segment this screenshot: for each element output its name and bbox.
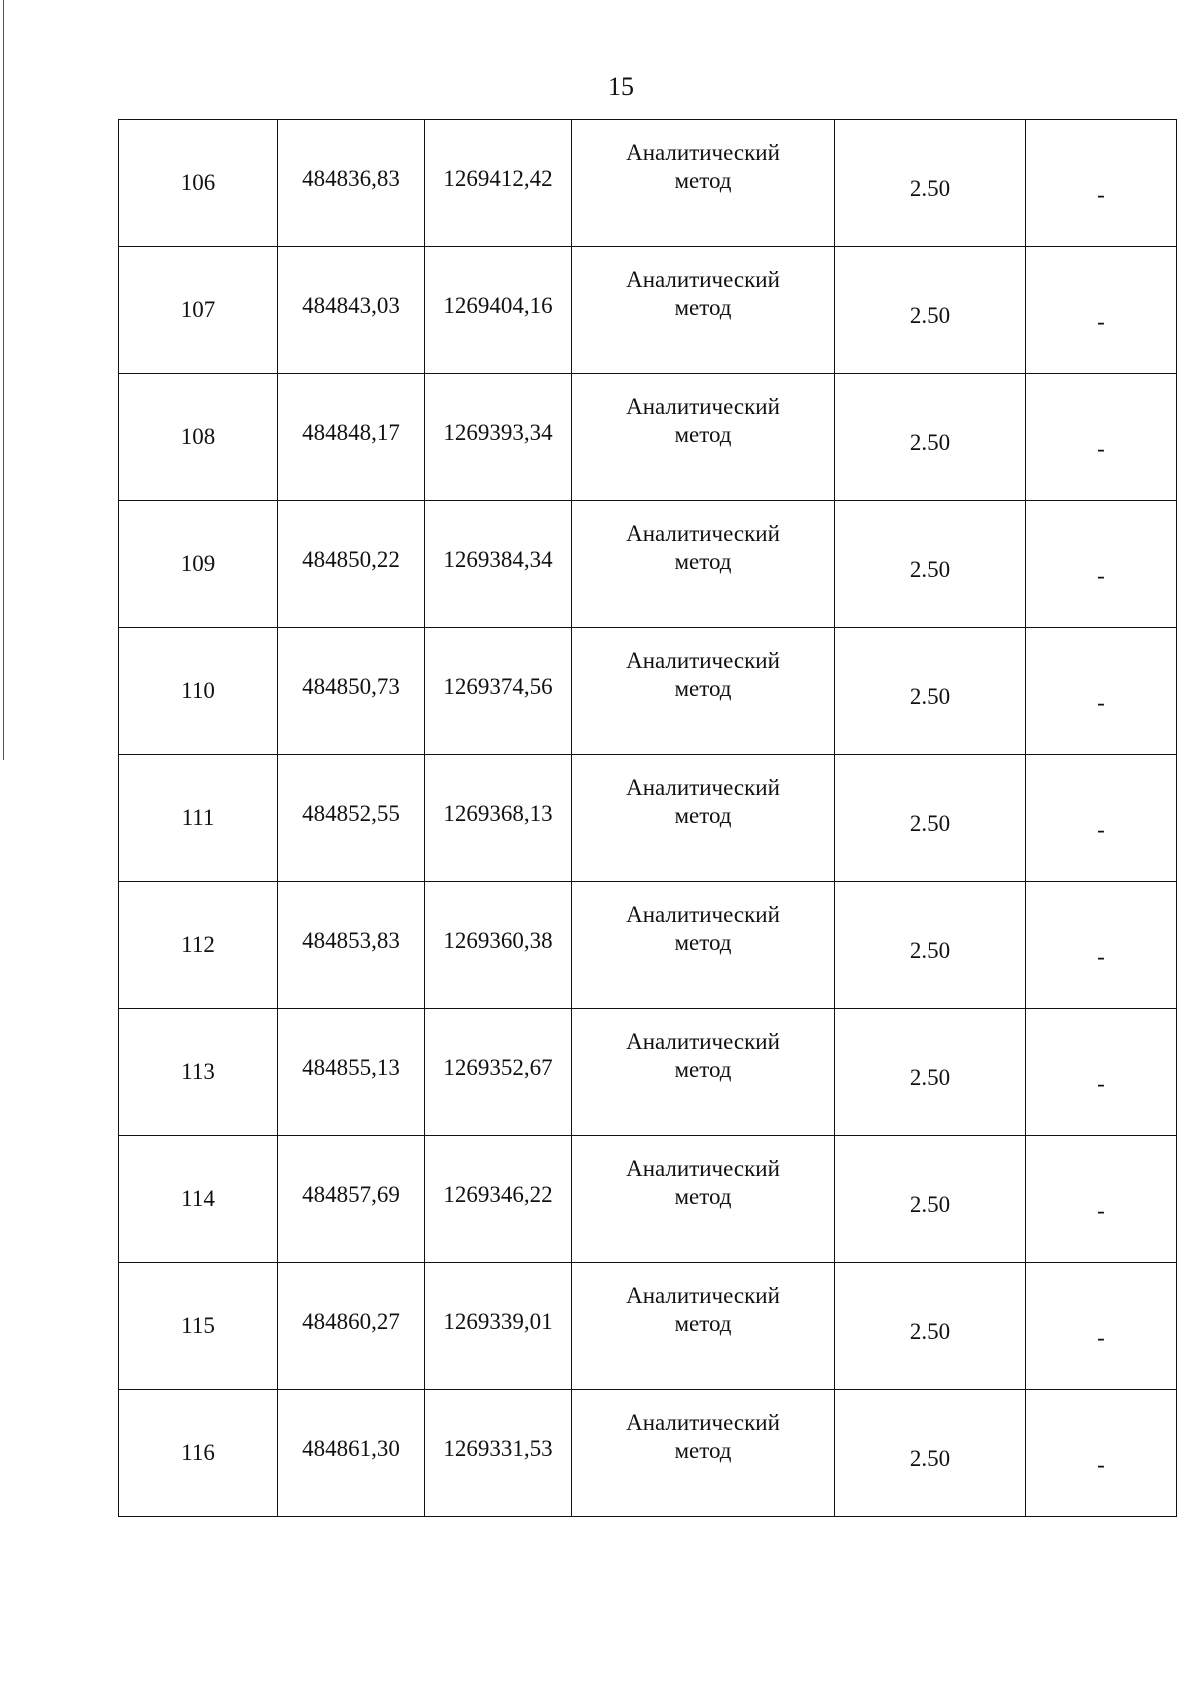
method-cell bbox=[572, 755, 835, 882]
point-number: 107 bbox=[119, 247, 278, 374]
note-cell: - bbox=[1026, 628, 1177, 755]
y-coordinate: 1269352,67 bbox=[425, 1009, 572, 1136]
note-cell: - bbox=[1026, 1390, 1177, 1517]
point-number: 108 bbox=[119, 374, 278, 501]
point-number: 114 bbox=[119, 1136, 278, 1263]
coordinates-table bbox=[118, 119, 1177, 1517]
accuracy-value: 2.50 bbox=[835, 1390, 1026, 1517]
x-coordinate: 484850,73 bbox=[278, 628, 425, 755]
method-line-2: метод bbox=[674, 295, 732, 320]
table-row bbox=[119, 1009, 1177, 1136]
method-cell bbox=[572, 501, 835, 628]
point-number: 113 bbox=[119, 1009, 278, 1136]
note-cell: - bbox=[1026, 1136, 1177, 1263]
accuracy-value: 2.50 bbox=[835, 1009, 1026, 1136]
x-coordinate: 484861,30 bbox=[278, 1390, 425, 1517]
x-coordinate: 484857,69 bbox=[278, 1136, 425, 1263]
method-line-1: Аналитический bbox=[626, 1283, 780, 1308]
method-line-1: Аналитический bbox=[626, 1029, 780, 1054]
method-line-2: метод bbox=[674, 549, 732, 574]
x-coordinate: 484850,22 bbox=[278, 501, 425, 628]
y-coordinate: 1269360,38 bbox=[425, 882, 572, 1009]
x-coordinate: 484855,13 bbox=[278, 1009, 425, 1136]
table-row bbox=[119, 882, 1177, 1009]
x-coordinate: 484860,27 bbox=[278, 1263, 425, 1390]
method-line-1: Аналитический bbox=[626, 267, 780, 292]
table-row bbox=[119, 501, 1177, 628]
method-line-1: Аналитический bbox=[626, 394, 780, 419]
scan-edge-line bbox=[3, 0, 4, 760]
y-coordinate: 1269412,42 bbox=[425, 120, 572, 247]
y-coordinate: 1269346,22 bbox=[425, 1136, 572, 1263]
method-line-2: метод bbox=[674, 1438, 732, 1463]
method-line-1: Аналитический bbox=[626, 521, 780, 546]
accuracy-value: 2.50 bbox=[835, 755, 1026, 882]
y-coordinate: 1269374,56 bbox=[425, 628, 572, 755]
method-cell bbox=[572, 120, 835, 247]
table-row bbox=[119, 1390, 1177, 1517]
method-cell bbox=[572, 882, 835, 1009]
note-cell: - bbox=[1026, 882, 1177, 1009]
method-cell bbox=[572, 1390, 835, 1517]
method-line-1: Аналитический bbox=[626, 1410, 780, 1435]
y-coordinate: 1269331,53 bbox=[425, 1390, 572, 1517]
point-number: 106 bbox=[119, 120, 278, 247]
note-cell: - bbox=[1026, 120, 1177, 247]
accuracy-value: 2.50 bbox=[835, 1263, 1026, 1390]
method-cell bbox=[572, 247, 835, 374]
method-line-1: Аналитический bbox=[626, 775, 780, 800]
note-cell: - bbox=[1026, 755, 1177, 882]
table-row bbox=[119, 628, 1177, 755]
point-number: 112 bbox=[119, 882, 278, 1009]
accuracy-value: 2.50 bbox=[835, 501, 1026, 628]
method-cell bbox=[572, 1263, 835, 1390]
note-cell: - bbox=[1026, 247, 1177, 374]
y-coordinate: 1269404,16 bbox=[425, 247, 572, 374]
x-coordinate: 484852,55 bbox=[278, 755, 425, 882]
method-line-1: Аналитический bbox=[626, 140, 780, 165]
method-cell bbox=[572, 374, 835, 501]
point-number: 110 bbox=[119, 628, 278, 755]
method-line-2: метод bbox=[674, 422, 732, 447]
y-coordinate: 1269368,13 bbox=[425, 755, 572, 882]
point-number: 111 bbox=[119, 755, 278, 882]
table-row bbox=[119, 1136, 1177, 1263]
method-line-2: метод bbox=[674, 676, 732, 701]
accuracy-value: 2.50 bbox=[835, 374, 1026, 501]
table-row bbox=[119, 120, 1177, 247]
x-coordinate: 484848,17 bbox=[278, 374, 425, 501]
method-line-2: метод bbox=[674, 168, 732, 193]
accuracy-value: 2.50 bbox=[835, 1136, 1026, 1263]
method-line-2: метод bbox=[674, 1184, 732, 1209]
note-cell: - bbox=[1026, 1263, 1177, 1390]
note-cell: - bbox=[1026, 1009, 1177, 1136]
table-row bbox=[119, 1263, 1177, 1390]
point-number: 116 bbox=[119, 1390, 278, 1517]
method-cell bbox=[572, 1136, 835, 1263]
method-cell bbox=[572, 628, 835, 755]
method-line-1: Аналитический bbox=[626, 902, 780, 927]
accuracy-value: 2.50 bbox=[835, 628, 1026, 755]
method-line-1: Аналитический bbox=[626, 648, 780, 673]
method-line-2: метод bbox=[674, 803, 732, 828]
method-cell bbox=[572, 1009, 835, 1136]
point-number: 109 bbox=[119, 501, 278, 628]
accuracy-value: 2.50 bbox=[835, 882, 1026, 1009]
method-line-1: Аналитический bbox=[626, 1156, 780, 1181]
table-row bbox=[119, 374, 1177, 501]
point-number: 115 bbox=[119, 1263, 278, 1390]
accuracy-value: 2.50 bbox=[835, 247, 1026, 374]
accuracy-value: 2.50 bbox=[835, 120, 1026, 247]
method-line-2: метод bbox=[674, 930, 732, 955]
x-coordinate: 484836,83 bbox=[278, 120, 425, 247]
note-cell: - bbox=[1026, 501, 1177, 628]
method-line-2: метод bbox=[674, 1311, 732, 1336]
x-coordinate: 484853,83 bbox=[278, 882, 425, 1009]
y-coordinate: 1269384,34 bbox=[425, 501, 572, 628]
x-coordinate: 484843,03 bbox=[278, 247, 425, 374]
table-row bbox=[119, 247, 1177, 374]
y-coordinate: 1269393,34 bbox=[425, 374, 572, 501]
table-row bbox=[119, 755, 1177, 882]
method-line-2: метод bbox=[674, 1057, 732, 1082]
note-cell: - bbox=[1026, 374, 1177, 501]
y-coordinate: 1269339,01 bbox=[425, 1263, 572, 1390]
page-number: 15 bbox=[608, 72, 634, 101]
